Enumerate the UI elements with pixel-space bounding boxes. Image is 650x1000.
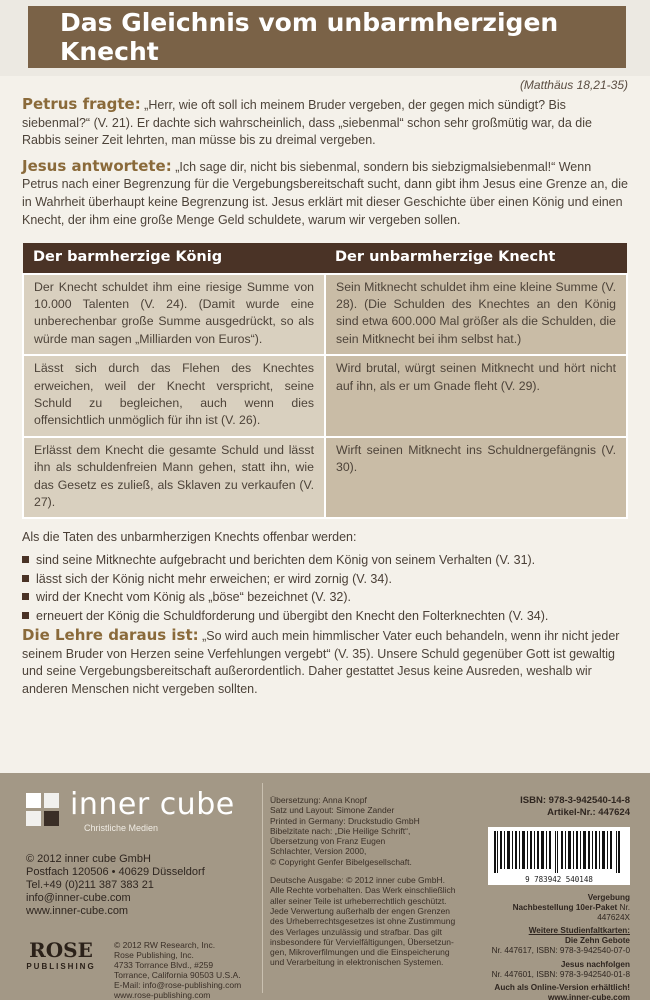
- bullet-icon: [22, 575, 29, 582]
- petrus-paragraph: [22, 96, 628, 150]
- bullet-icon: [22, 612, 29, 619]
- rose-publishing-block: [26, 938, 256, 1000]
- article-number: Artikel-Nr.: 447624: [547, 807, 630, 818]
- table-row: [23, 437, 627, 519]
- jesus-text: „Ich sage dir, nicht bis siebenmal, sondern bis siebzigmalsiebenmal!“ Wenn Petrus nach einer Begrenzung für die Vergebungsbereitschaft sucht, dann gibt ihm Jesus eine Grenze an, die in Wahrheit überhaupt keine Begrenzung ist. Jesus erklärt mit dieser Geschichte über einen König und einen Knecht, der ihm eine große Menge Geld schuldete, warum wir vergeben sollen.: [22, 159, 628, 227]
- lehre-paragraph: [22, 627, 628, 698]
- online-link[interactable]: www.inner-cube.com: [547, 993, 630, 1000]
- table-cell: Der Knecht schuldet ihm eine riesige Summe von 10.000 Talenten (V. 24). (Damit wurde eine unberechenbar große Summe ausgedrückt, so als würde man sagen „Milliarden von Euros“).: [23, 274, 325, 356]
- rose-logo: ROSE PUBLISHING: [26, 938, 96, 971]
- website-link[interactable]: www.inner-cube.com: [26, 905, 129, 917]
- publisher-column: [26, 787, 256, 1000]
- publisher-address: © 2012 inner cube GmbH Postfach 120506 • 40629 Düsseldorf Tel.+49 (0)211 387 383 21 info@inner-cube.com www.inner-cube.com: [26, 853, 256, 918]
- petrus-lead: Petrus fragte:: [22, 95, 141, 113]
- table-row: [23, 355, 627, 437]
- table-cell: Sein Mitknecht schuldet ihm eine kleine Summe (V. 28). (Die Schulden des Knechtes an den König sind etwa 600.000 Mal größer als die Schulden, die sein Mitknecht bei ihm selbst hat.): [325, 274, 627, 356]
- barcode-bars-icon: [494, 831, 624, 873]
- main-content: [22, 76, 628, 698]
- comparison-table: [22, 243, 628, 519]
- jesus-lead: Jesus antwortete:: [22, 156, 172, 175]
- scripture-reference: (Matthäus 18,21-35): [519, 78, 628, 92]
- list-item: wird der Knecht vom König als „böse“ bezeichnet (V. 32).: [22, 588, 628, 607]
- cube-logo-icon: [26, 793, 60, 827]
- title-bar: [0, 0, 650, 76]
- product-info-column: [482, 795, 630, 1000]
- logo-name: inner cube: [70, 787, 235, 822]
- petrus-text: „Herr, wie oft soll ich meinem Bruder vergeben, der gegen mich sündigt? Bis siebenmal?“ (V. 21). Er dachte sich wahrscheinlich, dass „siebenmal“ schon sehr großmütig war, da die Rabbis seiner Zeit lehrten, man müsse bis zu dreimal vergeben.: [22, 98, 592, 148]
- table-header-row: [23, 243, 627, 273]
- logo-subtitle: Christliche Medien: [84, 823, 159, 833]
- table-header-servant: Der unbarmherzige Knecht: [325, 243, 627, 273]
- table-cell: Wirft seinen Mitknecht ins Schuldnergefängnis (V. 30).: [325, 437, 627, 519]
- barcode-number: 9 783942 540148: [525, 875, 593, 884]
- order-info: Vergebung Nachbestellung 10er-Paket Nr. 447624X Weitere Studienfaltkarten: Die Zehn Gebote Nr. 447617, ISBN: 978-3-942540-07-0 Jesus nachfolgen Nr. 447601, ISBN: 978-3-942540-01-8 Auch als Online-Version erhältlich! www.inner-cube.com: [482, 893, 630, 1000]
- table-cell: Lässt sich durch das Flehen des Knechtes erweichen, weil der Knecht verspricht, seine Schuld zu begleichen, auch wenn dies offensichtlich unmöglich für ihn ist (V. 26).: [23, 355, 325, 437]
- table-header-king: Der barmherzige König: [23, 243, 325, 273]
- lehre-lead: Die Lehre daraus ist:: [22, 626, 199, 645]
- page-title: Das Gleichnis vom unbarmherzigen Knecht: [28, 6, 626, 68]
- list-item: erneuert der König die Schuldforderung und übergibt den Knecht den Folterknechten (V. 34).: [22, 607, 628, 626]
- isbn: ISBN: 978-3-942540-14-8: [520, 795, 630, 806]
- list-item: lässt sich der König nicht mehr erweichen; er wird zornig (V. 34).: [22, 570, 628, 589]
- lehre-text: „So wird auch mein himmlischer Vater euch behandeln, wenn ihr nicht jeder seinem Bruder von Herzen seine Verfehlungen vergebt“ (V. 35). Unsere Schuld gegenüber Gott ist gewaltig und seine Vergebungsbereitschaft außerordentlich. Daher gestattet Jesus keine Ausreden, weshalb wir anderen Menschen nicht vergeben sollten.: [22, 629, 620, 696]
- credits-column: Übersetzung: Anna Knopf Satz und Layout: Simone Zander Printed in Germany: Druckstudio GmbH Bibelzitate nach: „Die Heilige Schrift“, Übersetzung von Franz Eugen Schlachter, Version 2000, © Copyright Genfer Bibelgesellschaft. Deutsche Ausgabe: © 2012 inner cube GmbH. Alle Rechte vorbehalten. Das Werk einschließlich aller seiner Teile ist urheberrechtlich geschützt. Jede Verwertung außerhalb der engen Grenzen des Urheberrechtsgesetzes ist ohne Zustimmung des Verlages unzulässig und strafbar. Das gilt insbesondere für Vervielfältigungen, Übersetzun- gen, Mikroverfilmungen und die Einspeicherung und Verarbeitung in elektronischen Systemen.: [270, 795, 456, 968]
- email-link[interactable]: info@inner-cube.com: [26, 892, 131, 904]
- table-row: [23, 274, 627, 356]
- deeds-list: [22, 551, 628, 625]
- list-item: sind seine Mitknechte aufgebracht und berichten dem König von seinem Verhalten (V. 31).: [22, 551, 628, 570]
- table-cell: Wird brutal, würgt seinen Mitknecht und hört nicht auf ihn, als er um Gnade fleht (V. 29).: [325, 355, 627, 437]
- jesus-paragraph: [22, 158, 628, 229]
- rose-address: © 2012 RW Research, Inc. Rose Publishing, Inc. 4733 Torrance Blvd., #259 Torrance, California 90503 U.S.A. E-Mail: info@rose-publishing.com www.rose-publishing.com: [114, 940, 242, 1000]
- bullet-icon: [22, 593, 29, 600]
- barcode: [488, 827, 630, 885]
- footer: [0, 773, 650, 1000]
- table-cell: Erlässt dem Knecht die gesamte Schuld und lässt ihn als schuldenfreien Mann gehen, statt ihn, wie das Gesetz es zuließ, als Sklaven zu verkaufen (V. 27).: [23, 437, 325, 519]
- footer-divider: [262, 783, 263, 993]
- bullet-icon: [22, 556, 29, 563]
- deeds-intro: Als die Taten des unbarmherzigen Knechts offenbar werden:: [22, 530, 357, 545]
- inner-cube-logo: [26, 787, 256, 833]
